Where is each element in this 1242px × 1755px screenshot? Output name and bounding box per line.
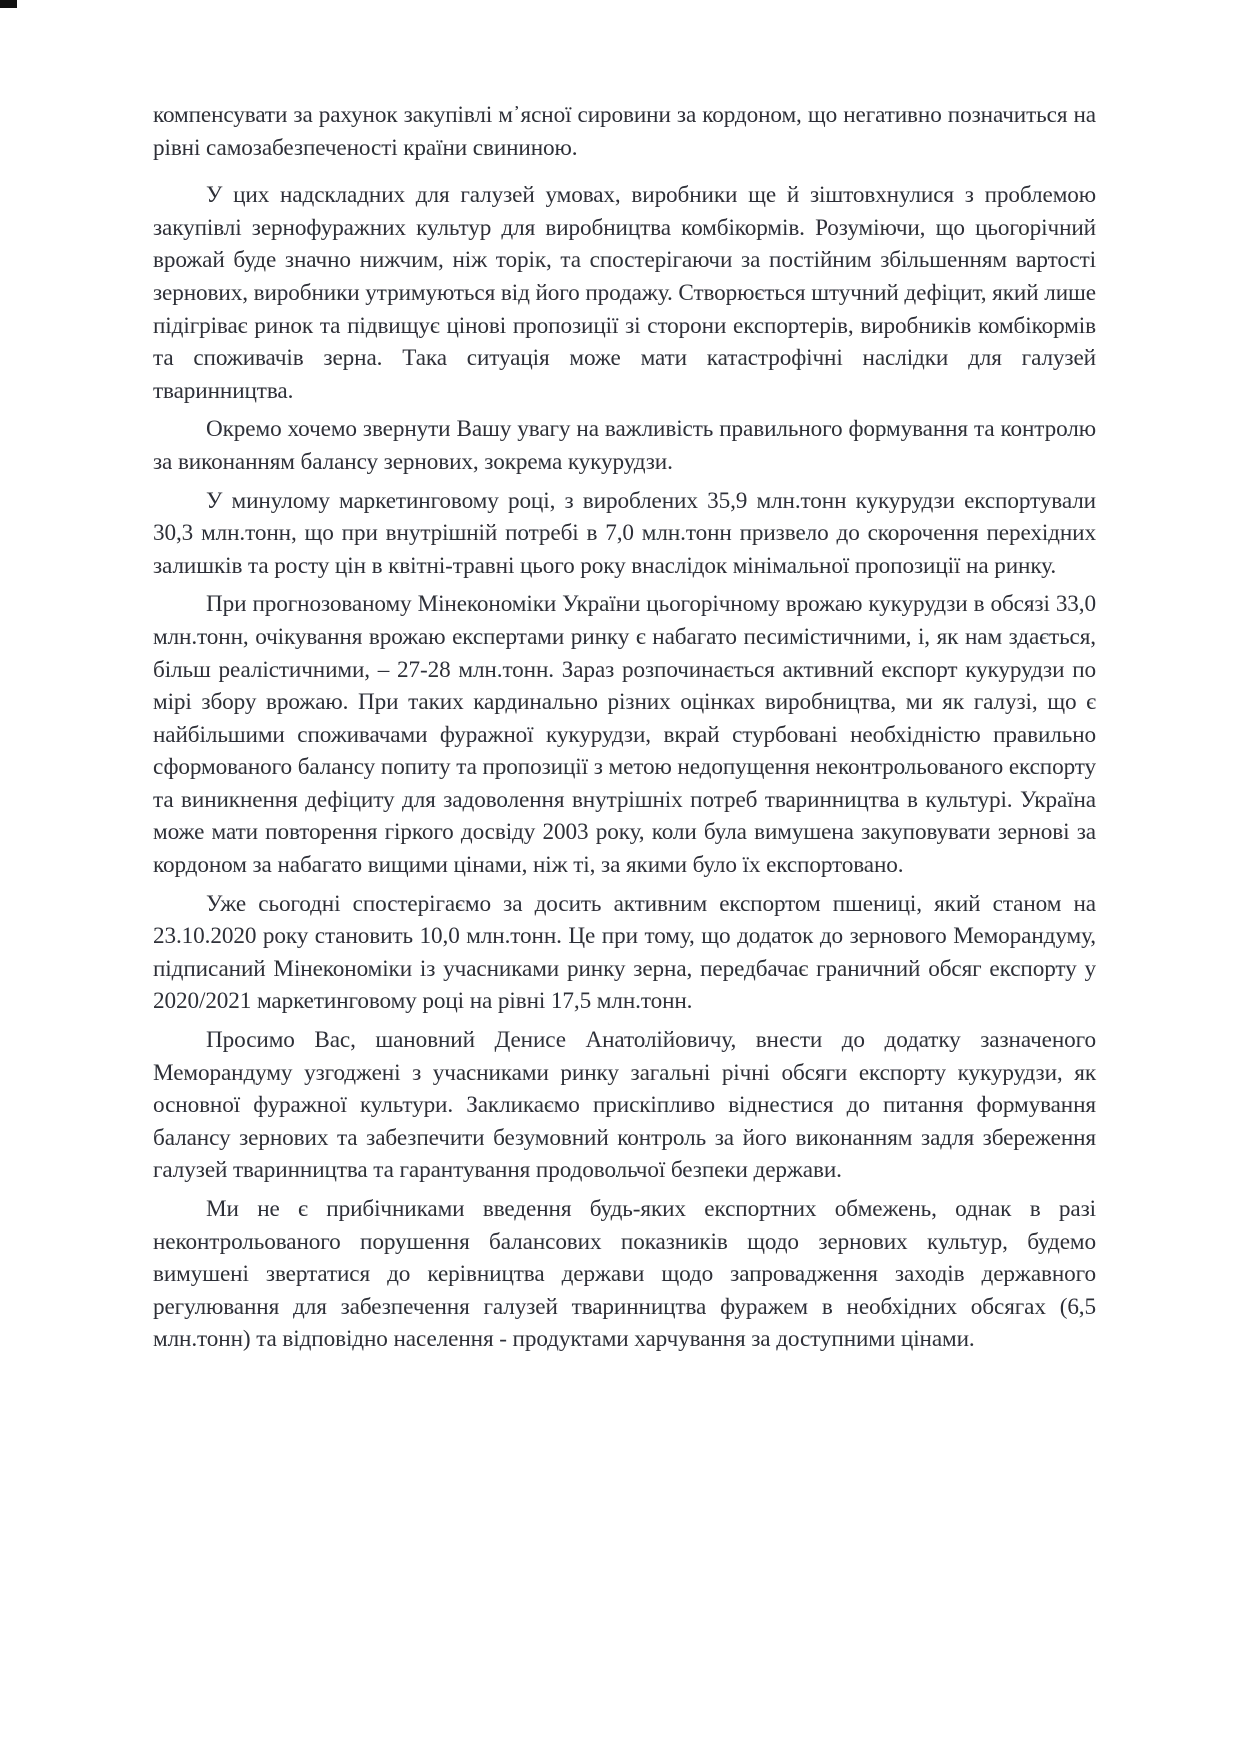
paragraph-harvest-forecast: При прогнозованому Мінекономіки України цьогорічному врожаю кукурудзи в обсязі 33,0 млн.тонн, очікування врожаю експертами ринку є набагато песимістичними, і, як нам здається, більш реалістичними, – 27-28 млн.тонн. Зараз розпочинається активний експорт кукурудзи по мірі збору врожаю. При таких кардинально різних оцінках виробництва, ми як галузі, що є найбільшими споживачами фуражної кукурудзи, вкрай стурбовані необхідністю правильно сформованого балансу попиту та пропозиції з метою недопущення неконтрольованого експорту та виникнення дефіциту для задоволення внутрішніх потреб тваринництва в культурі. Україна може мати повторення гіркого досвіду 2003 року, коли була вимушена закуповувати зернові за кордоном за набагато вищими цінами, ніж ті, за якими було їх експортовано. [153,591,1096,879]
paragraph-balance-attention: Окремо хочемо звернути Вашу увагу на важливість правильного формування та контролю за виконанням балансу зернових, зокрема кукурудзи. [153,416,1096,475]
scan-corner-mark [0,0,17,8]
paragraph-request: Просимо Вас, шановний Денисе Анатолійовичу, внести до додатку зазначеного Меморандуму узгоджені з учасниками ринку загальні річні обсяги експорту кукурудзи, як основної фуражної культури. Закликаємо прискіпливо віднестися до питання формування балансу зернових та забезпечити безумовний контроль за його виконанням задля збереження галузей тваринництва та гарантування продовольчої безпеки держави. [153,1027,1096,1184]
paragraph-continuation: компенсувати за рахунок закупівлі м᾿ясної сировини за кордоном, що негативно позначиться на рівні самозабезпеченості країни свининою. [153,102,1096,161]
letter-page [153,99,1096,1362]
paragraph-last-year-corn: У минулому маркетинговому році, з вироблених 35,9 млн.тонн кукурудзи експортували 30,3 млн.тонн, що при внутрішній потребі в 7,0 млн.тонн призвело до скорочення перехідних залишків та росту цін в квітні-травні цього року внаслідок мінімальної пропозиції на ринку. [153,487,1096,579]
paragraph-wheat-export: Уже сьогодні спостерігаємо за досить активним експортом пшениці, який станом на 23.10.2020 року становить 10,0 млн.тонн. Це при тому, що додаток до зернового Меморандуму, підписаний Мінекономіки із учасниками ринку зерна, передбачає граничний обсяг експорту у 2020/2021 маркетинговому році на рівні 17,5 млн.тонн. [153,890,1096,1015]
paragraph-grain-procurement: У цих надскладних для галузей умовах, виробники ще й зіштовхнулися з проблемою закупівлі зернофуражних культур для виробництва комбікормів. Розуміючи, що цьогорічний врожай буде значно нижчим, ніж торік, та спостерігаючи за постійним збільшенням вартості зернових, виробники утримуються від його продажу. Створюється штучний дефіцит, який лише підігріває ринок та підвищує цінові пропозиції зі сторони експортерів, виробників комбікормів та споживачів зерна. Така ситуація може мати катастрофічні наслідки для галузей тваринництва. [153,182,1096,404]
paragraph-export-restrictions: Ми не є прибічниками введення будь-яких експортних обмежень, однак в разі неконтрольованого порушення балансових показників щодо зернових культур, будемо вимушені звертатися до керівництва держави щодо запровадження заходів державного регулювання для забезпечення галузей тваринництва фуражем в необхідних обсягах (6,5 млн.тонн) та відповідно населення - продуктами харчування за доступними цінами. [153,1196,1096,1353]
